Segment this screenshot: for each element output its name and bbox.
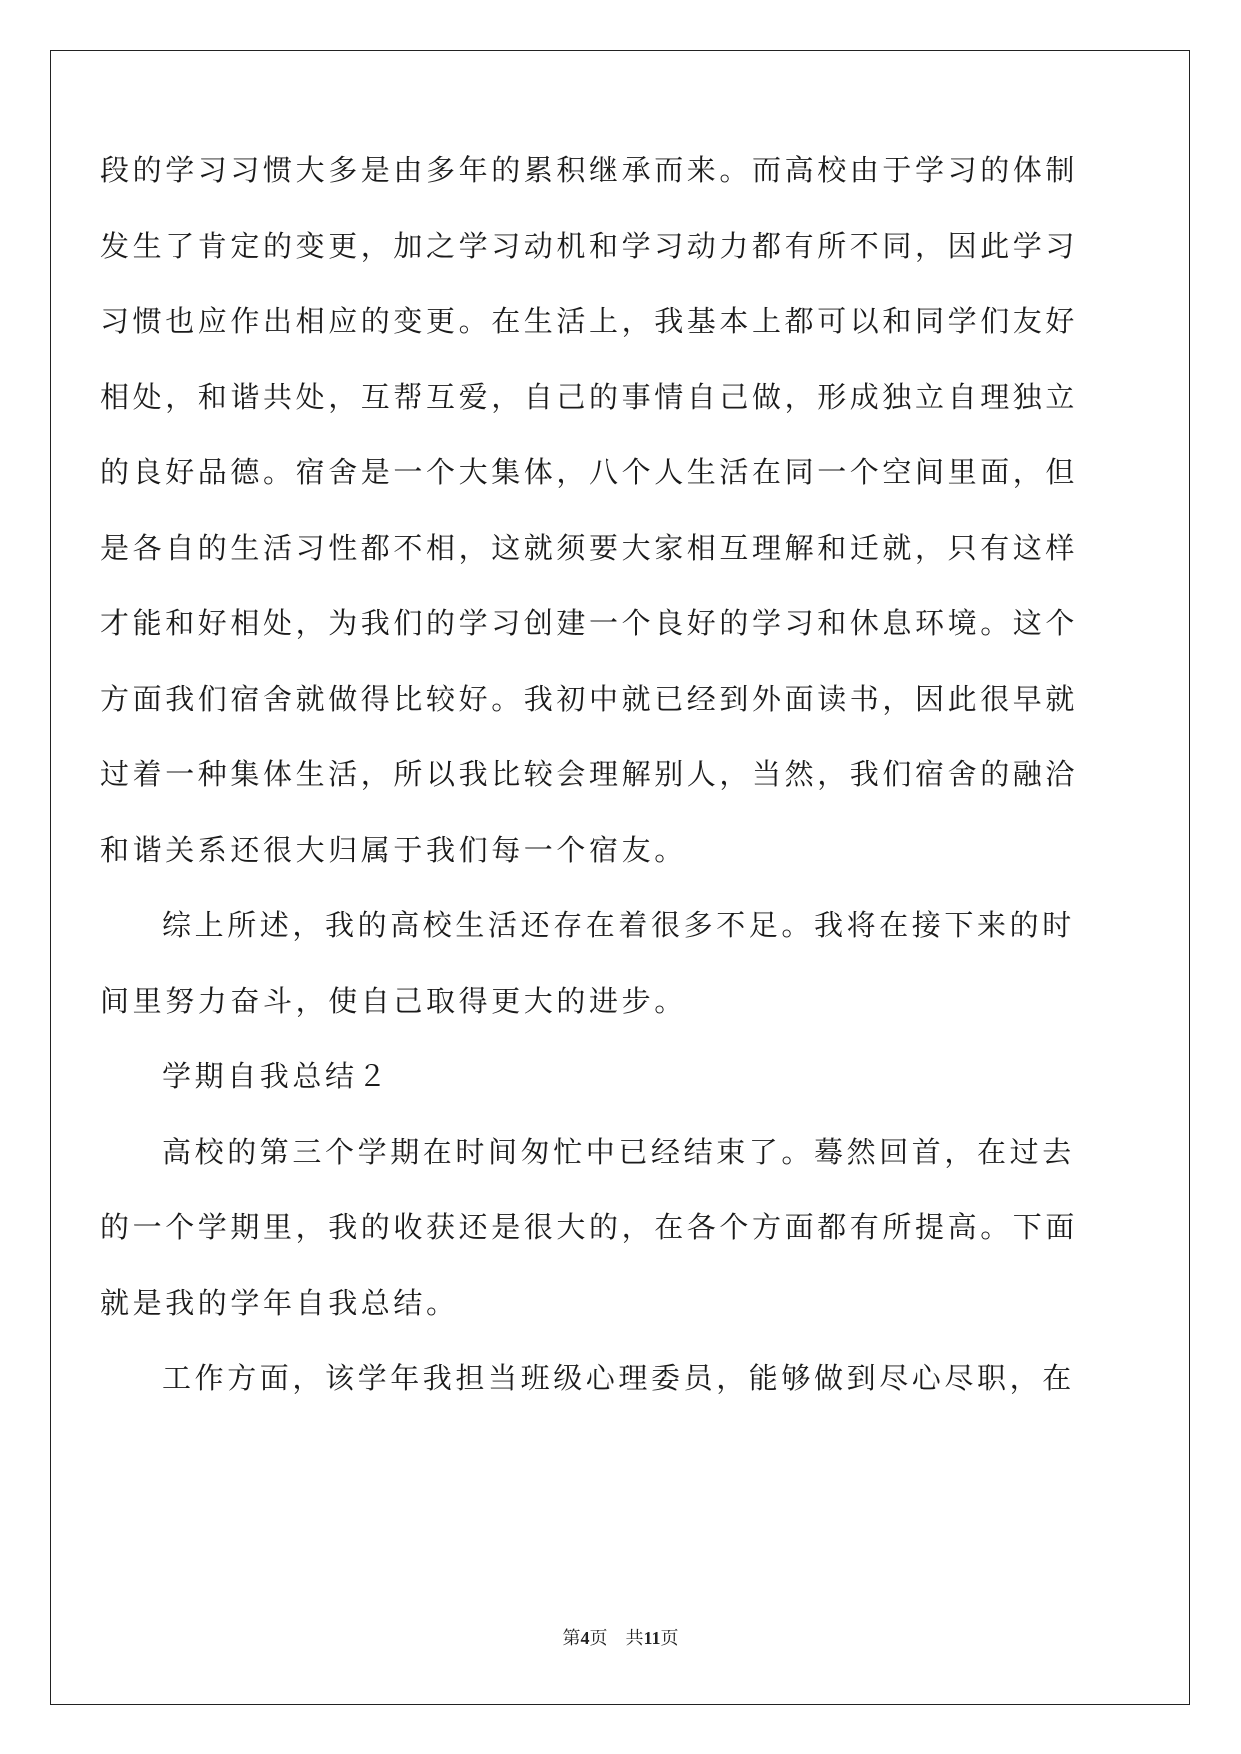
section-heading: 学期自我总结２ [162, 1059, 391, 1093]
total-suffix: 页 [660, 1628, 679, 1648]
paragraph-line: 习惯也应作出相应的变更。在生活上，我基本上都可以和同学们友好 [100, 304, 1079, 338]
total-prefix: 共 [625, 1628, 644, 1648]
paragraph-line: 方面我们宿舍就做得比较好。我初中就已经到外面读书，因此很早就 [100, 682, 1079, 716]
paragraph-line: 发生了肯定的变更，加之学习动机和学习动力都有所不同，因此学习 [100, 229, 1079, 263]
paragraph-line: 间里努力奋斗，使自己取得更大的进步。 [100, 984, 687, 1018]
paragraph-line: 是各自的生活习性都不相，这就须要大家相互理解和迁就，只有这样 [100, 531, 1079, 565]
page-number-footer [0, 1624, 1241, 1650]
paragraph-line: 就是我的学年自我总结。 [100, 1286, 459, 1320]
paragraph-line: 段的学习习惯大多是由多年的累积继承而来。而高校由于学习的体制 [100, 153, 1079, 187]
paragraph-line: 的一个学期里，我的收获还是很大的，在各个方面都有所提高。下面 [100, 1210, 1079, 1244]
paragraph-line: 才能和好相处，为我们的学习创建一个良好的学习和休息环境。这个 [100, 606, 1079, 640]
paragraph-line: 相处，和谐共处，互帮互爱，自己的事情自己做，形成独立自理独立 [100, 380, 1079, 414]
paragraph-line: 和谐关系还很大归属于我们每一个宿友。 [100, 833, 687, 867]
paragraph-line: 高校的第三个学期在时间匆忙中已经结束了。蓦然回首，在过去 [162, 1135, 1075, 1169]
page-border [50, 50, 1190, 1705]
paragraph-line: 过着一种集体生活，所以我比较会理解别人，当然，我们宿舍的融洽 [100, 757, 1079, 791]
page-prefix: 第 [562, 1628, 581, 1648]
total-page-count: 11 [643, 1628, 661, 1648]
paragraph-line: 综上所述，我的高校生活还存在着很多不足。我将在接下来的时 [162, 908, 1075, 942]
paragraph-line: 的良好品德。宿舍是一个大集体，八个人生活在同一个空间里面，但 [100, 455, 1079, 489]
paragraph-line: 工作方面，该学年我担当班级心理委员，能够做到尽心尽职，在 [162, 1361, 1075, 1395]
current-page-number: 4 [580, 1628, 590, 1648]
page-suffix: 页 [589, 1628, 608, 1648]
